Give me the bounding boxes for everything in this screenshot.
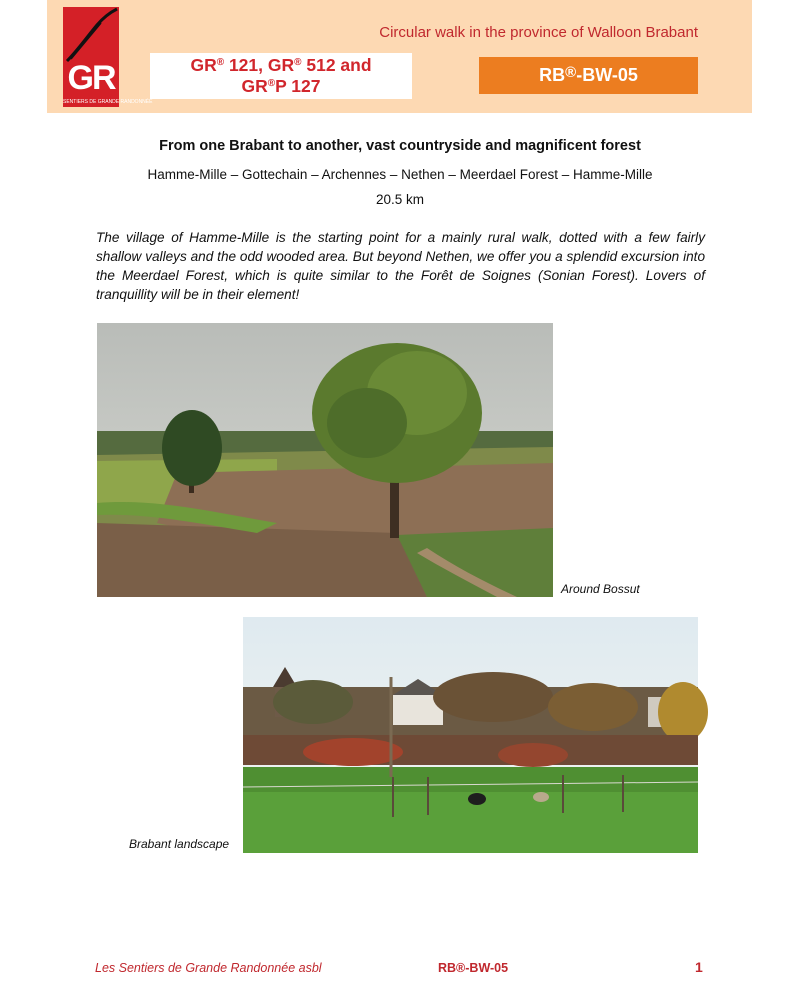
gr-text: GR — [241, 76, 268, 96]
gr-text: GR — [190, 55, 217, 75]
rb-code-box — [479, 57, 698, 94]
photo2-caption: Brabant landscape — [129, 837, 230, 851]
footer-organization: Les Sentiers de Grande Randonnée asbl — [95, 961, 322, 975]
route-list: Hamme-Mille – Gottechain – Archennes – Nethen – Meerdael Forest – Hamme-Mille — [147, 167, 653, 182]
logo-text: GR — [67, 59, 115, 97]
gr-logo — [63, 7, 153, 107]
distance: 20.5 km — [375, 192, 425, 207]
page-title: From one Brabant to another, vast countryside and magnificent forest — [159, 138, 641, 154]
intro-paragraph: The village of Hamme-Mille is the starting point for a mainly rural walk, dotted with a few fairly shallow valleys and the odd wooded area. But beyond Nethen, we offer you a splendid excursion into the Meerdael Forest, which is quite similar to the Forêt de Soignes (Sonian Forest). Lovers of tranquillity will be in their element! — [96, 230, 705, 302]
gr-trails-line2 — [150, 76, 412, 97]
gr-text: P 127 — [275, 76, 321, 96]
photo-around-bossut — [97, 323, 553, 597]
photo-brabant-landscape — [243, 617, 698, 853]
gr-text: 121, GR — [224, 55, 295, 75]
logo-subtext: SENTIERS DE GRANDE RANDONNÉE — [63, 99, 153, 105]
gr-text: 512 and — [301, 55, 372, 75]
region-subtitle: Circular walk in the province of Walloon Brabant — [379, 24, 698, 41]
footer-route-code: RB®-BW-05 — [438, 961, 509, 975]
registered-mark: ® — [565, 64, 577, 81]
registered-mark: ® — [216, 57, 225, 68]
gr-trails-line1 — [150, 55, 412, 76]
rb-text: -BW-05 — [576, 65, 638, 85]
page-number: 1 — [695, 959, 703, 975]
gr-trails-box — [150, 53, 412, 99]
photo1-caption: Around Bossut — [561, 582, 640, 596]
rb-text: RB — [539, 65, 566, 85]
registered-mark: ® — [294, 57, 302, 68]
header-banner — [47, 0, 752, 113]
registered-mark: ® — [267, 78, 276, 89]
